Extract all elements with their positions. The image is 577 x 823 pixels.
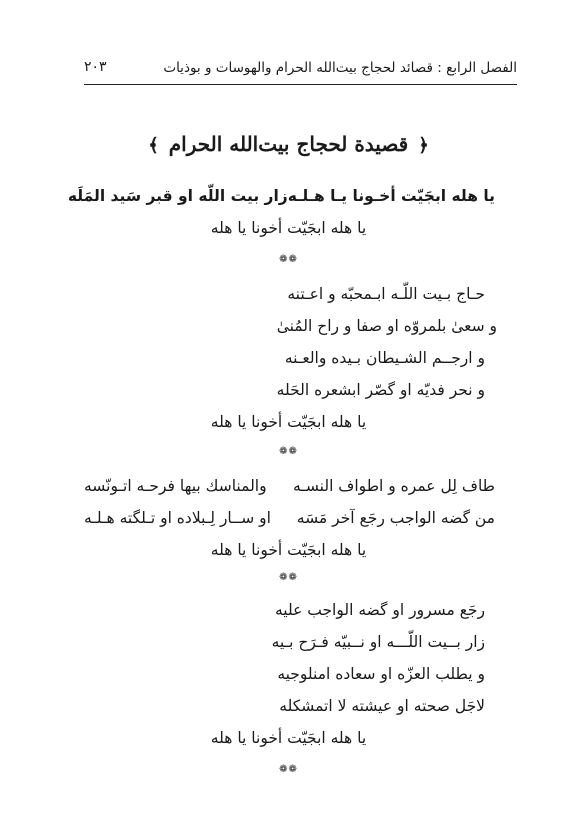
verse-first-hemistich: طاف لِل عمره و اطواف النسـه xyxy=(293,477,495,495)
page-number: ٢٠٣ xyxy=(84,59,107,75)
poem-title: قصيدة لحجاج بيت‌الله الحرام xyxy=(168,132,409,156)
verse-second-hemistich: والمناسك بيها فرحـه اتـونّسه xyxy=(84,477,267,495)
header-rule xyxy=(84,84,517,85)
verse-second-hemistich: او ســار لِـبلاده او تـلگته هـلـه xyxy=(84,509,271,527)
running-header xyxy=(84,56,517,82)
verse-second-hemistich: زار بيت اللّه او قبر سَيد المَلَه xyxy=(67,187,288,205)
stanza-1-line-1 xyxy=(67,186,495,206)
stanza-separator-icon: ❁❁ xyxy=(279,254,298,265)
stanza-2-line-3: و ارجــم الشـيطان بـيده والعـنه xyxy=(284,349,485,367)
stanza-4-line-1: رجَع مسرور او گضه الواجب عليه xyxy=(274,601,485,619)
stanza-2-refrain: يا هله ابجَيّت أخونا يا هله xyxy=(210,413,367,431)
stanza-4-line-3: و يطلب العزّه او سعاده امنلوجيه xyxy=(277,665,485,683)
stanza-4-line-2: زار بــيت اللّـــه او نــبيّه فـرَح بـيه xyxy=(271,633,485,651)
chapter-title: الفصل الرابع : قصائد لحجاج بيت‌الله الحرام والهوسات و بوذيات xyxy=(163,60,517,76)
stanza-4-line-4: لاجَل صحته او عيشته لا اتمشكله xyxy=(279,697,485,715)
stanza-separator-icon: ❁❁ xyxy=(279,572,298,583)
stanza-3-line-1 xyxy=(84,476,495,496)
stanza-separator-icon: ❁❁ xyxy=(279,764,298,775)
stanza-2-line-4: و نحر فديّه او گصّر ابشعره الحَله xyxy=(276,381,485,399)
stanza-2-line-2: و سعىٰ بلمروّه او صفا و راح المُنىٰ xyxy=(276,317,497,335)
ornament-left-icon: ﴾ xyxy=(148,135,159,156)
ornament-right-icon: ﴿ xyxy=(418,135,429,156)
stanza-4-refrain: يا هله ابجَيّت أخونا يا هله xyxy=(210,729,367,747)
verse-first-hemistich: يا هله ابجَيّت أخـونا يـا هـلـه xyxy=(287,187,495,205)
stanza-2-line-1: حـاج بـيت اللّـه ابـمحبّه و اعـتنه xyxy=(287,285,485,303)
poem-title-block xyxy=(0,132,577,156)
stanza-separator-icon: ❁❁ xyxy=(279,446,298,457)
stanza-3-refrain: يا هله ابجَيّت أخونا يا هله xyxy=(210,541,367,559)
stanza-1-refrain: يا هله ابجَيّت أخونا يا هله xyxy=(210,219,367,237)
verse-first-hemistich: من گضه الواجب رجَع آخر مَسَه xyxy=(296,509,495,527)
stanza-3-line-2 xyxy=(84,508,495,528)
